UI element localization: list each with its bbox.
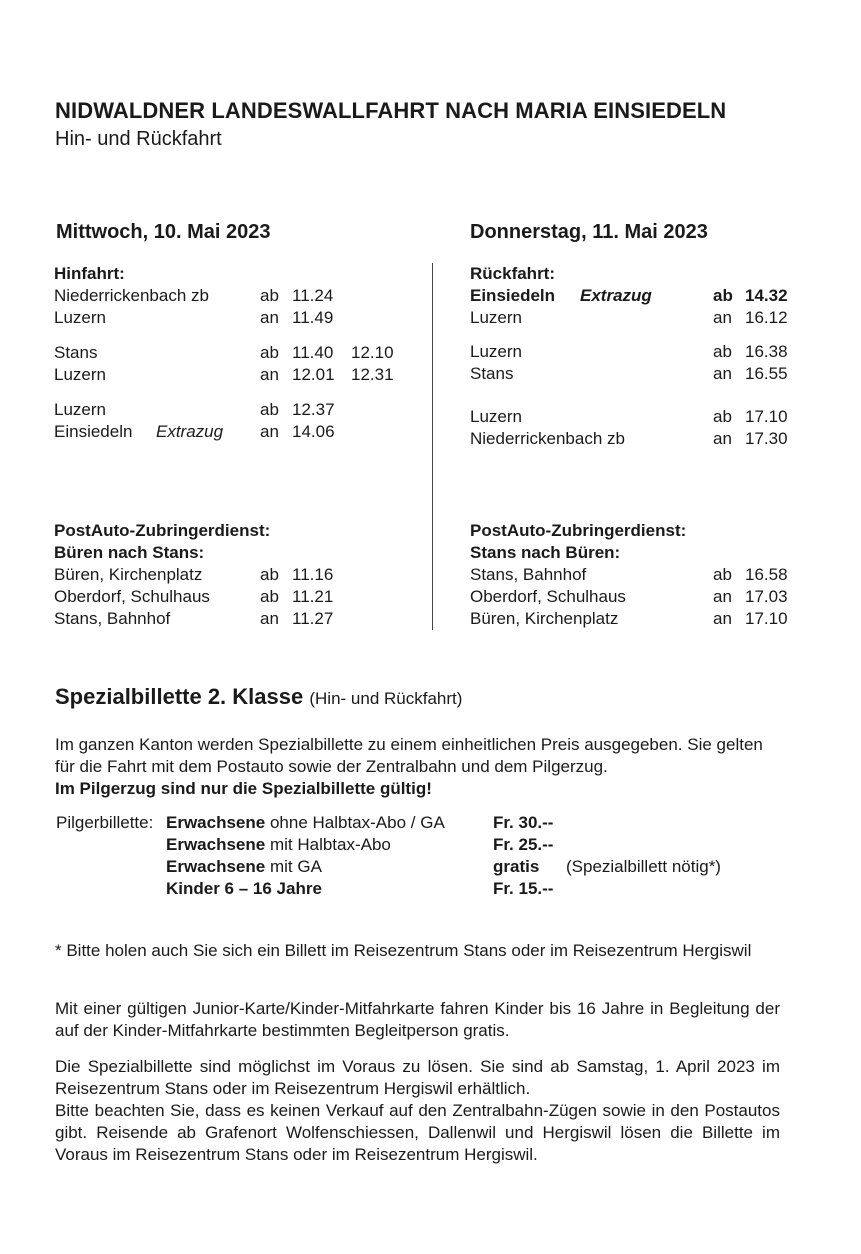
timetable-row bbox=[54, 364, 424, 386]
bus-route-heading: Stans nach Büren: bbox=[470, 543, 621, 562]
timetable-row bbox=[470, 608, 810, 630]
return-timetable bbox=[470, 263, 810, 450]
station-name: Oberdorf, Schulhaus bbox=[54, 587, 210, 606]
arrival-mode: an bbox=[260, 609, 279, 628]
bus-heading: PostAuto-Zubringerdienst: bbox=[470, 521, 687, 540]
arrival-mode: an bbox=[713, 587, 732, 606]
time-value: 14.32 bbox=[745, 286, 788, 305]
arrival-mode: an bbox=[260, 365, 279, 384]
departure-mode: ab bbox=[713, 407, 732, 426]
departure-mode: ab bbox=[260, 565, 279, 584]
arrival-mode: an bbox=[713, 429, 732, 448]
timetable-row bbox=[54, 564, 424, 586]
return-bus-timetable bbox=[470, 520, 810, 630]
category-bold: Erwachsene bbox=[166, 857, 266, 876]
bus-route-heading: Büren nach Stans: bbox=[54, 543, 205, 562]
tickets-title-note: (Hin- und Rückfahrt) bbox=[309, 689, 463, 708]
time-value: 16.55 bbox=[745, 364, 788, 383]
departure-mode: ab bbox=[260, 400, 279, 419]
category-bold: Erwachsene bbox=[166, 813, 266, 832]
station-name: Luzern bbox=[470, 407, 522, 426]
station-name: Stans bbox=[470, 364, 514, 383]
price-category bbox=[166, 878, 322, 900]
timetable-row bbox=[470, 341, 810, 363]
arrival-mode: an bbox=[713, 364, 732, 383]
arrival-mode: an bbox=[260, 308, 279, 327]
junior-card-note: Mit einer gültigen Junior-Karte/Kinder-Mitfahrkarte fahren Kinder bis 16 Jahre in Begleitung der auf der Kinder-Mitfahrkarte bestimmten Begleitperson gratis. bbox=[55, 999, 780, 1040]
timetable-row bbox=[54, 285, 424, 307]
timetable-row bbox=[470, 586, 810, 608]
departure-mode: ab bbox=[713, 286, 733, 305]
timetable-row bbox=[470, 285, 810, 307]
arrival-mode: an bbox=[713, 609, 732, 628]
price-category bbox=[166, 856, 322, 878]
departure-mode: ab bbox=[713, 565, 732, 584]
time-value: 12.01 bbox=[292, 365, 335, 384]
arrival-mode: an bbox=[260, 422, 279, 441]
timetable-row bbox=[470, 564, 810, 586]
time-value-2: 12.31 bbox=[351, 365, 394, 384]
tickets-validity-note: Im Pilgerzug sind nur die Spezialbillette gültig! bbox=[55, 779, 432, 798]
timetable-row bbox=[470, 428, 810, 450]
category-rest: mit GA bbox=[265, 857, 322, 876]
time-value: 17.30 bbox=[745, 429, 788, 448]
departure-mode: ab bbox=[260, 587, 279, 606]
outbound-heading: Hinfahrt: bbox=[54, 264, 125, 283]
price-table bbox=[56, 812, 796, 900]
price-row bbox=[56, 834, 796, 856]
extra-train-label: Extrazug bbox=[156, 422, 224, 441]
station-name: Büren, Kirchenplatz bbox=[54, 565, 203, 584]
tickets-heading bbox=[55, 684, 462, 712]
timetable-row bbox=[470, 363, 810, 385]
right-date-heading: Donnerstag, 11. Mai 2023 bbox=[470, 221, 708, 243]
station-name: Einsiedeln bbox=[54, 422, 133, 441]
time-value: 11.24 bbox=[292, 286, 334, 305]
timetable-row bbox=[54, 586, 424, 608]
price-row bbox=[56, 878, 796, 900]
price-category bbox=[166, 834, 391, 856]
station-name: Niederrickenbach zb bbox=[470, 429, 625, 448]
tickets-intro: Im ganzen Kanton werden Spezialbillette zu einem einheitlichen Preis ausgegeben. Sie gelten für die Fahrt mit dem Postauto sowie der Zentralbahn und dem Pilgerzug. bbox=[55, 735, 763, 776]
station-name: Luzern bbox=[470, 308, 522, 327]
station-name: Luzern bbox=[54, 365, 106, 384]
station-name: Oberdorf, Schulhaus bbox=[470, 587, 626, 606]
left-date-heading: Mittwoch, 10. Mai 2023 bbox=[56, 221, 271, 243]
departure-mode: ab bbox=[260, 286, 279, 305]
tickets-title: Spezialbillette 2. Klasse bbox=[55, 684, 304, 709]
station-name: Stans bbox=[54, 343, 98, 362]
time-value: 11.40 bbox=[292, 343, 334, 362]
departure-mode: ab bbox=[260, 343, 279, 362]
column-divider bbox=[432, 263, 433, 630]
time-value: 16.58 bbox=[745, 565, 788, 584]
page-title: NIDWALDNER LANDESWALLFAHRT NACH MARIA EINSIEDELN bbox=[55, 98, 727, 123]
page-subtitle: Hin- und Rückfahrt bbox=[55, 128, 222, 150]
timetable-row bbox=[54, 608, 424, 630]
timetable-row bbox=[470, 307, 810, 329]
time-value: 11.49 bbox=[292, 308, 334, 327]
sale-info: Die Spezialbillette sind möglichst im Voraus zu lösen. Sie sind ab Samstag, 1. April 2023 im Reisezentrum Stans oder im Reisezentrum Hergiswil erhältlich. bbox=[55, 1057, 780, 1098]
timetable-row bbox=[54, 421, 424, 443]
extra-train-label: Extrazug bbox=[580, 286, 652, 305]
outbound-timetable bbox=[54, 263, 424, 443]
bus-heading: PostAuto-Zubringerdienst: bbox=[54, 521, 271, 540]
price-row bbox=[56, 856, 796, 878]
station-name: Büren, Kirchenplatz bbox=[470, 609, 619, 628]
time-value: 16.12 bbox=[745, 308, 788, 327]
time-value: 17.10 bbox=[745, 609, 788, 628]
category-rest: ohne Halbtax-Abo / GA bbox=[265, 813, 445, 832]
station-name: Stans, Bahnhof bbox=[54, 609, 171, 628]
return-heading: Rückfahrt: bbox=[470, 264, 556, 283]
time-value: 11.16 bbox=[292, 565, 334, 584]
time-value: 14.06 bbox=[292, 422, 335, 441]
time-value-2: 12.10 bbox=[351, 343, 394, 362]
price-value: Fr. 25.-- bbox=[493, 835, 554, 854]
price-prefix: Pilgerbillette: bbox=[56, 813, 154, 832]
outbound-bus-timetable bbox=[54, 520, 424, 630]
station-name: Luzern bbox=[54, 400, 106, 419]
category-bold: Kinder 6 – 16 Jahre bbox=[166, 879, 322, 898]
footnote: * Bitte holen auch Sie sich ein Billett im Reisezentrum Stans oder im Reisezentrum Hergiswil bbox=[55, 941, 752, 960]
station-name: Luzern bbox=[470, 342, 522, 361]
time-value: 12.37 bbox=[292, 400, 335, 419]
price-value: gratis bbox=[493, 857, 540, 876]
station-name: Einsiedeln bbox=[470, 286, 556, 305]
station-name: Niederrickenbach zb bbox=[54, 286, 209, 305]
price-category bbox=[166, 812, 445, 834]
sale-restriction: Bitte beachten Sie, dass es keinen Verkauf auf den Zentralbahn-Zügen sowie in den Postautos gibt. Reisende ab Grafenort Wolfenschiessen, Dallenwil und Hergiswil lösen die Billette im Voraus im Reisezentrum Stans oder im Reisezentrum Hergiswil. bbox=[55, 1101, 780, 1164]
timetable-row bbox=[54, 342, 424, 364]
price-value: Fr. 15.-- bbox=[493, 879, 554, 898]
station-name: Luzern bbox=[54, 308, 106, 327]
price-row bbox=[56, 812, 796, 834]
price-value: Fr. 30.-- bbox=[493, 813, 554, 832]
time-value: 16.38 bbox=[745, 342, 788, 361]
price-note: (Spezialbillett nötig*) bbox=[566, 857, 721, 876]
timetable-row bbox=[470, 406, 810, 428]
time-value: 11.21 bbox=[292, 587, 334, 606]
time-value: 11.27 bbox=[292, 609, 334, 628]
arrival-mode: an bbox=[713, 308, 732, 327]
category-bold: Erwachsene bbox=[166, 835, 266, 854]
station-name: Stans, Bahnhof bbox=[470, 565, 587, 584]
time-value: 17.03 bbox=[745, 587, 788, 606]
timetable-row bbox=[54, 399, 424, 421]
timetable-row bbox=[54, 307, 424, 329]
departure-mode: ab bbox=[713, 342, 732, 361]
time-value: 17.10 bbox=[745, 407, 788, 426]
category-rest: mit Halbtax-Abo bbox=[265, 835, 391, 854]
